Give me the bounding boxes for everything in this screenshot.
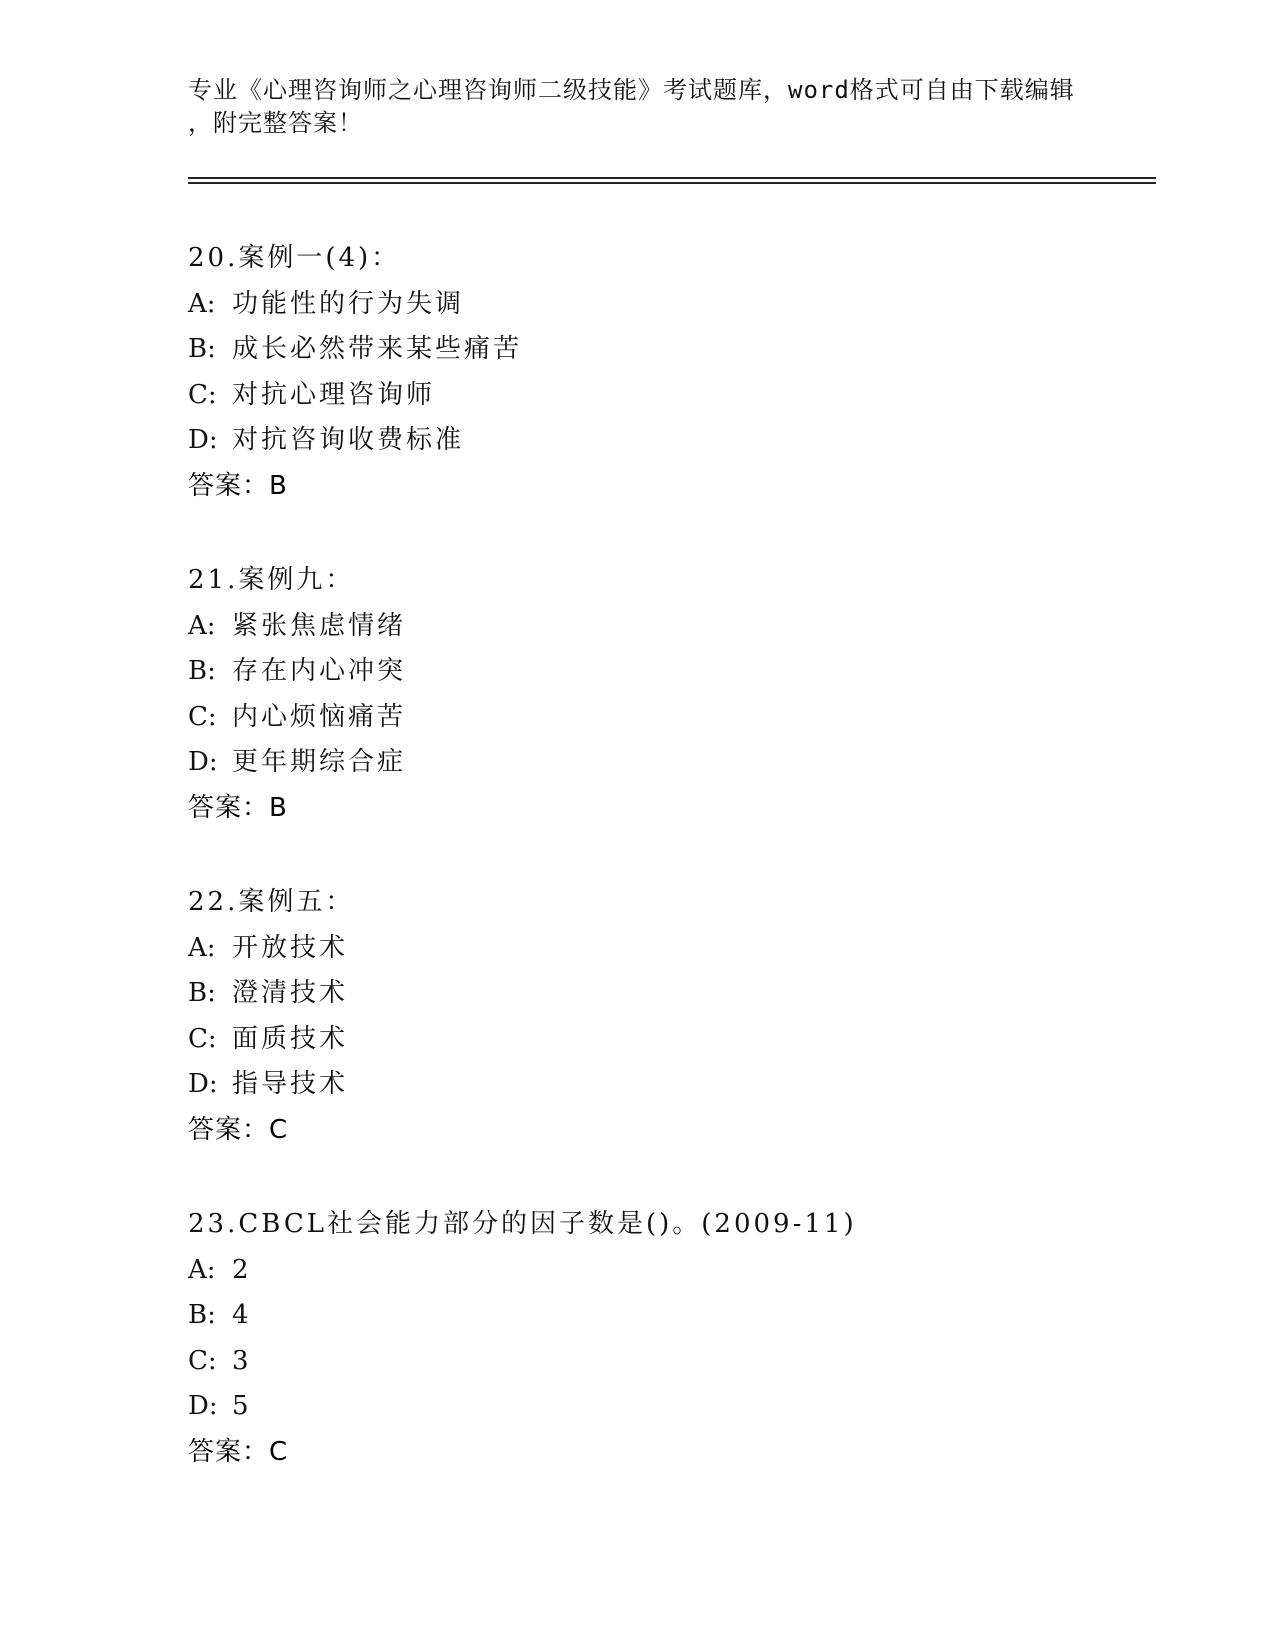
option-d [188, 1062, 1148, 1108]
header-line-1: 专业《心理咨询师之心理咨询师二级技能》考试题库，word格式可自由下载编辑 [188, 76, 1075, 104]
option-letter: B: [188, 656, 216, 686]
answer-line: 答案：C [188, 1114, 289, 1145]
option-text: 功能性的行为失调 [232, 288, 465, 319]
header-line-2: ，附完整答案！ [188, 109, 363, 137]
option-letter: A: [188, 288, 216, 319]
question-item [188, 558, 1148, 831]
option-letter: D: [188, 1391, 218, 1421]
option-b [188, 327, 1148, 373]
option-c [188, 1339, 1148, 1385]
option-c [188, 373, 1148, 419]
question-item [188, 236, 1148, 509]
option-text: 紧张焦虑情绪 [232, 610, 407, 641]
option-b [188, 1293, 1148, 1339]
question-stem: 20.案例一(4)： [188, 243, 401, 273]
option-text: 对抗咨询收费标准 [232, 425, 465, 455]
option-b [188, 971, 1148, 1017]
question-stem: 22.案例五： [188, 887, 355, 917]
option-text: 内心烦恼痛苦 [232, 701, 407, 732]
option-letter: C: [188, 379, 217, 410]
option-letter: B: [188, 334, 216, 364]
answer-line: 答案：B [188, 792, 288, 823]
option-d [188, 418, 1148, 464]
option-d [188, 740, 1148, 786]
question-list [188, 236, 1148, 1524]
option-letter: A: [188, 610, 216, 641]
question-item [188, 1202, 1148, 1475]
option-b [188, 649, 1148, 695]
option-text: 存在内心冲突 [232, 656, 407, 686]
option-text: 面质技术 [232, 1023, 349, 1054]
option-text: 4 [232, 1300, 252, 1330]
option-text: 开放技术 [232, 932, 349, 963]
option-d [188, 1384, 1148, 1430]
option-letter: D: [188, 747, 218, 777]
option-a [188, 1248, 1148, 1294]
option-c [188, 1017, 1148, 1063]
option-text: 成长必然带来某些痛苦 [232, 334, 523, 364]
option-text: 对抗心理咨询师 [232, 379, 436, 410]
option-letter: D: [188, 425, 218, 455]
option-a [188, 282, 1148, 328]
option-letter: A: [188, 932, 216, 963]
option-text: 澄清技术 [232, 978, 349, 1008]
option-letter: B: [188, 978, 216, 1008]
question-stem: 21.案例九： [188, 565, 355, 595]
option-text: 2 [232, 1254, 252, 1285]
question-stem: 23.CBCL社会能力部分的因子数是()。(2009-11) [188, 1209, 857, 1239]
answer-line: 答案：B [188, 470, 288, 501]
option-letter: C: [188, 1023, 217, 1054]
option-a [188, 604, 1148, 650]
option-c [188, 695, 1148, 741]
header-divider-top [188, 177, 1156, 179]
option-letter: C: [188, 1345, 217, 1376]
question-item [188, 880, 1148, 1153]
option-a [188, 926, 1148, 972]
option-letter: D: [188, 1069, 218, 1099]
option-letter: B: [188, 1300, 216, 1330]
header-divider-bottom [188, 182, 1156, 184]
option-text: 3 [232, 1345, 252, 1376]
option-text: 指导技术 [232, 1069, 349, 1099]
option-text: 5 [232, 1391, 252, 1421]
option-letter: A: [188, 1254, 216, 1285]
option-text: 更年期综合症 [232, 747, 407, 777]
answer-line: 答案：C [188, 1436, 289, 1467]
document-header [188, 74, 1088, 140]
option-letter: C: [188, 701, 217, 732]
